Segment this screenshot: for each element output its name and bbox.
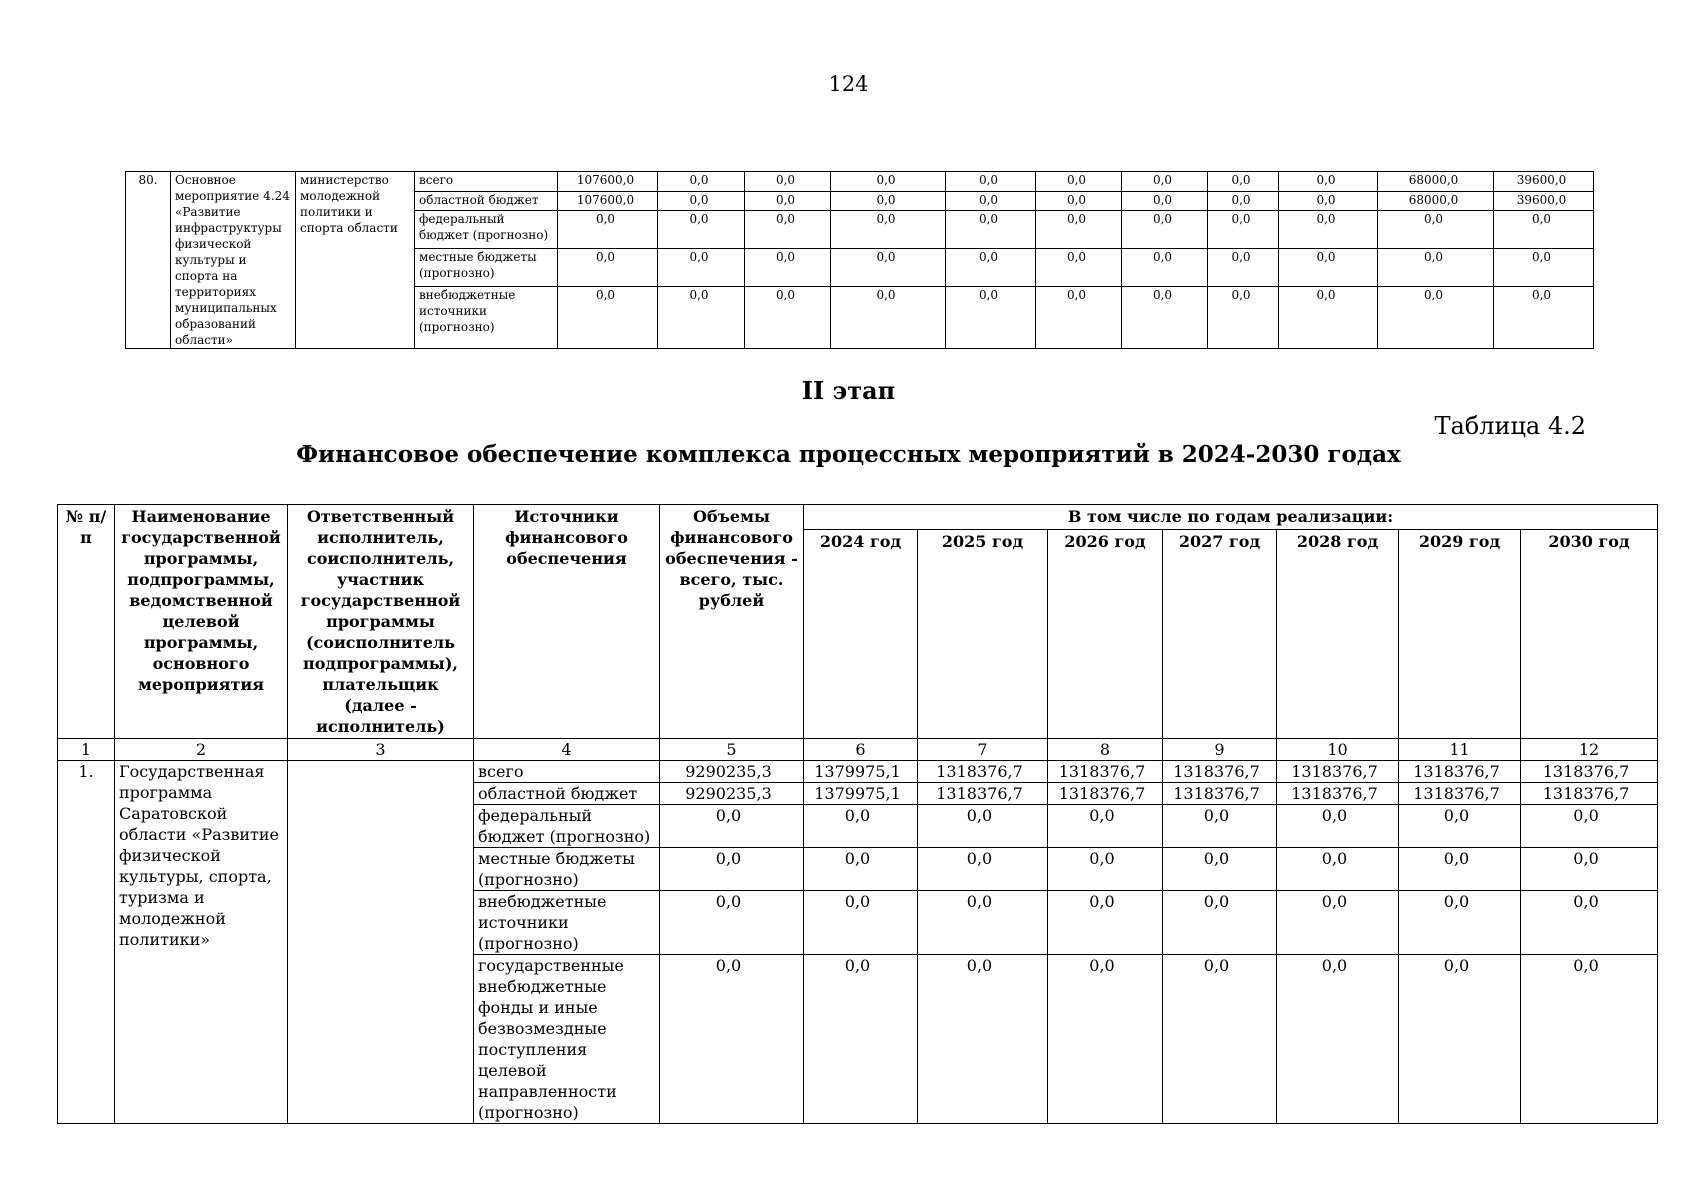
year-value: 1318376,7 xyxy=(918,783,1048,805)
column-number: 11 xyxy=(1399,739,1521,761)
funding-source: внебюджетные источники (прогнозно) xyxy=(474,891,660,955)
year-value: 39600,0 xyxy=(1494,191,1594,211)
program-name: Государственная программа Саратовской области «Развитие физической культуры, спорта, туризма и молодежной политики» xyxy=(115,761,288,1124)
year-value: 0,0 xyxy=(918,848,1048,891)
year-value: 0,0 xyxy=(1399,848,1521,891)
funding-source: всего xyxy=(474,761,660,783)
year-value: 0,0 xyxy=(745,287,831,349)
year-value: 0,0 xyxy=(1048,848,1163,891)
header-year: 2026 год xyxy=(1048,530,1163,739)
year-value: 0,0 xyxy=(1279,287,1378,349)
year-value: 0,0 xyxy=(1378,249,1494,287)
year-value: 1318376,7 xyxy=(1521,761,1658,783)
year-value: 0,0 xyxy=(1036,287,1122,349)
year-value: 0,0 xyxy=(1163,891,1277,955)
total-value: 0,0 xyxy=(558,211,658,249)
total-value: 9290235,3 xyxy=(660,783,804,805)
year-value: 0,0 xyxy=(1163,805,1277,848)
total-value: 0,0 xyxy=(558,287,658,349)
year-value: 0,0 xyxy=(1277,848,1399,891)
column-number: 8 xyxy=(1048,739,1163,761)
year-value: 0,0 xyxy=(1277,955,1399,1124)
year-value: 0,0 xyxy=(1122,287,1208,349)
year-value: 0,0 xyxy=(1163,848,1277,891)
year-value: 0,0 xyxy=(946,249,1036,287)
year-value: 0,0 xyxy=(1521,805,1658,848)
year-value: 0,0 xyxy=(658,191,745,211)
year-value: 0,0 xyxy=(1277,891,1399,955)
funding-source: областной бюджет xyxy=(415,191,558,211)
column-number: 1 xyxy=(58,739,115,761)
year-value: 0,0 xyxy=(1399,955,1521,1124)
year-value: 0,0 xyxy=(1208,191,1279,211)
column-number: 7 xyxy=(918,739,1048,761)
year-value: 0,0 xyxy=(946,287,1036,349)
year-value: 1318376,7 xyxy=(1163,761,1277,783)
page-number: 124 xyxy=(828,72,869,96)
header-year: 2025 год xyxy=(918,530,1048,739)
year-value: 1318376,7 xyxy=(1163,783,1277,805)
year-value: 0,0 xyxy=(1048,891,1163,955)
year-value: 0,0 xyxy=(804,848,918,891)
year-value: 0,0 xyxy=(946,211,1036,249)
total-value: 107600,0 xyxy=(558,172,658,192)
year-value: 1318376,7 xyxy=(918,761,1048,783)
funding-source: государственные внебюджетные фонды и иные безвозмездные поступления целевой направленности (прогнозно) xyxy=(474,955,660,1124)
year-value: 0,0 xyxy=(745,172,831,192)
funding-source: федеральный бюджет (прогнозно) xyxy=(474,805,660,848)
column-number: 9 xyxy=(1163,739,1277,761)
year-value: 0,0 xyxy=(745,191,831,211)
column-number: 5 xyxy=(660,739,804,761)
funding-source: внебюджетные источники (прогнозно) xyxy=(415,287,558,349)
year-value: 0,0 xyxy=(1048,805,1163,848)
year-value: 0,0 xyxy=(946,191,1036,211)
total-value: 0,0 xyxy=(660,805,804,848)
year-value: 0,0 xyxy=(745,249,831,287)
total-value: 0,0 xyxy=(660,848,804,891)
header-total: Объемы финансового обеспечения - всего, тыс. рублей xyxy=(660,505,804,739)
year-value: 1318376,7 xyxy=(1048,761,1163,783)
year-value: 68000,0 xyxy=(1378,172,1494,192)
year-value: 1379975,1 xyxy=(804,761,918,783)
year-value: 0,0 xyxy=(918,891,1048,955)
year-value: 0,0 xyxy=(831,287,946,349)
year-value: 0,0 xyxy=(1521,848,1658,891)
funding-source: местные бюджеты (прогнозно) xyxy=(415,249,558,287)
column-number-row xyxy=(58,739,1658,761)
row-number: 80. xyxy=(126,172,171,349)
year-value: 0,0 xyxy=(1279,191,1378,211)
year-value: 0,0 xyxy=(1122,172,1208,192)
top-funding-table xyxy=(125,171,1594,349)
year-value: 1318376,7 xyxy=(1399,783,1521,805)
year-value: 0,0 xyxy=(1208,211,1279,249)
year-value: 0,0 xyxy=(1277,805,1399,848)
year-value: 0,0 xyxy=(1036,211,1122,249)
year-value: 0,0 xyxy=(1208,249,1279,287)
total-value: 0,0 xyxy=(660,891,804,955)
column-number: 12 xyxy=(1521,739,1658,761)
column-number: 4 xyxy=(474,739,660,761)
year-value: 0,0 xyxy=(1208,172,1279,192)
year-value: 0,0 xyxy=(946,172,1036,192)
year-value: 1318376,7 xyxy=(1399,761,1521,783)
year-value: 0,0 xyxy=(1122,211,1208,249)
year-value: 0,0 xyxy=(1036,249,1122,287)
funding-source: областной бюджет xyxy=(474,783,660,805)
total-value: 0,0 xyxy=(660,955,804,1124)
year-value: 0,0 xyxy=(658,172,745,192)
header-year: 2024 год xyxy=(804,530,918,739)
year-value: 1318376,7 xyxy=(1277,761,1399,783)
funding-source: местные бюджеты (прогнозно) xyxy=(474,848,660,891)
year-value: 1318376,7 xyxy=(1277,783,1399,805)
column-number: 10 xyxy=(1277,739,1399,761)
header-by-years: В том числе по годам реализации: xyxy=(804,505,1658,530)
year-value: 1318376,7 xyxy=(1521,783,1658,805)
year-value: 0,0 xyxy=(831,211,946,249)
year-value: 0,0 xyxy=(1494,249,1594,287)
year-value: 0,0 xyxy=(658,249,745,287)
header-source: Источники финансового обеспечения xyxy=(474,505,660,739)
column-number: 6 xyxy=(804,739,918,761)
year-value: 0,0 xyxy=(918,805,1048,848)
year-value: 1318376,7 xyxy=(1048,783,1163,805)
year-value: 39600,0 xyxy=(1494,172,1594,192)
column-number: 3 xyxy=(288,739,474,761)
header-name: Наименование государственной программы, подпрограммы, ведомственной целевой программы, основного мероприятия xyxy=(115,505,288,739)
year-value: 0,0 xyxy=(831,249,946,287)
stage-title: II этап xyxy=(801,376,896,405)
year-value: 0,0 xyxy=(918,955,1048,1124)
header-num: № п/п xyxy=(58,505,115,739)
year-value: 0,0 xyxy=(1036,191,1122,211)
year-value: 0,0 xyxy=(804,891,918,955)
year-value: 0,0 xyxy=(1048,955,1163,1124)
year-value: 0,0 xyxy=(1521,955,1658,1124)
header-year: 2030 год xyxy=(1521,530,1658,739)
year-value: 0,0 xyxy=(1208,287,1279,349)
year-value: 0,0 xyxy=(658,287,745,349)
year-value: 0,0 xyxy=(831,172,946,192)
year-value: 0,0 xyxy=(1036,172,1122,192)
year-value: 0,0 xyxy=(1279,249,1378,287)
year-value: 0,0 xyxy=(1494,287,1594,349)
column-number: 2 xyxy=(115,739,288,761)
header-year: 2027 год xyxy=(1163,530,1277,739)
program-number: 1. xyxy=(58,761,115,1124)
year-value: 0,0 xyxy=(804,805,918,848)
table-row xyxy=(58,761,1658,783)
year-value: 0,0 xyxy=(1399,891,1521,955)
year-value: 0,0 xyxy=(831,191,946,211)
funding-source: всего xyxy=(415,172,558,192)
year-value: 0,0 xyxy=(1378,287,1494,349)
year-value: 0,0 xyxy=(1279,211,1378,249)
year-value: 0,0 xyxy=(1122,249,1208,287)
header-row xyxy=(58,505,1658,530)
executor: министерство молодежной политики и спорта области xyxy=(296,172,415,349)
year-value: 68000,0 xyxy=(1378,191,1494,211)
main-funding-table xyxy=(57,504,1658,1124)
year-value: 0,0 xyxy=(1378,211,1494,249)
total-value: 0,0 xyxy=(558,249,658,287)
total-value: 9290235,3 xyxy=(660,761,804,783)
year-value: 0,0 xyxy=(1122,191,1208,211)
header-year: 2029 год xyxy=(1399,530,1521,739)
year-value: 0,0 xyxy=(658,211,745,249)
year-value: 1379975,1 xyxy=(804,783,918,805)
table-label: Таблица 4.2 xyxy=(1434,412,1586,440)
year-value: 0,0 xyxy=(804,955,918,1124)
program-executor xyxy=(288,761,474,1124)
table-heading: Финансовое обеспечение комплекса процессных мероприятий в 2024-2030 годах xyxy=(296,441,1401,468)
year-value: 0,0 xyxy=(745,211,831,249)
funding-source: федеральный бюджет (прогнозно) xyxy=(415,211,558,249)
year-value: 0,0 xyxy=(1494,211,1594,249)
header-year: 2028 год xyxy=(1277,530,1399,739)
header-executor: Ответственный исполнитель, соисполнитель, участник государственной программы (соисполнитель подпрограммы), плательщик (далее - исполнитель) xyxy=(288,505,474,739)
year-value: 0,0 xyxy=(1279,172,1378,192)
activity-name: Основное мероприятие 4.24 «Развитие инфраструктуры физической культуры и спорта на территориях муниципальных образований области» xyxy=(171,172,296,349)
year-value: 0,0 xyxy=(1163,955,1277,1124)
year-value: 0,0 xyxy=(1521,891,1658,955)
total-value: 107600,0 xyxy=(558,191,658,211)
table-row xyxy=(126,172,1594,192)
year-value: 0,0 xyxy=(1399,805,1521,848)
